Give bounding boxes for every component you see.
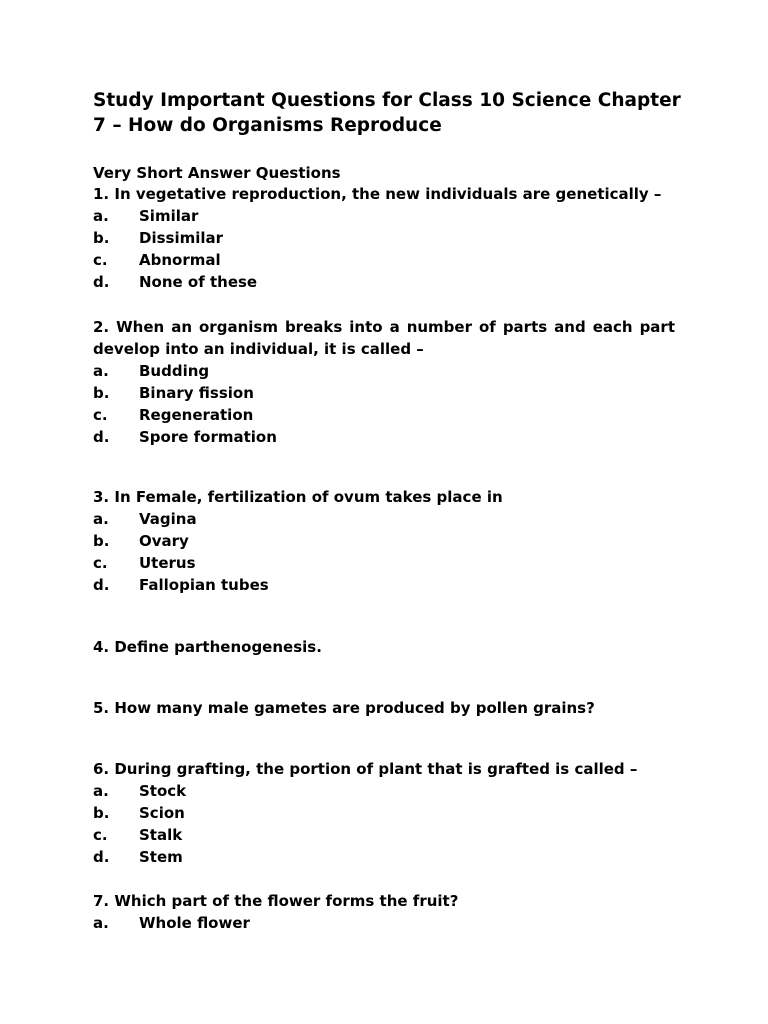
option-text: Ovary (139, 532, 189, 550)
option-text: Stalk (139, 826, 183, 844)
option-b (93, 530, 675, 552)
question-5 (93, 697, 675, 719)
option-text: Spore formation (139, 428, 277, 446)
option-text: Stem (139, 848, 183, 866)
option-text: Uterus (139, 554, 196, 572)
option-text: Vagina (139, 510, 197, 528)
option-letter: d. (93, 576, 110, 594)
question-1 (93, 183, 675, 293)
option-c (93, 404, 675, 426)
option-text: Regeneration (139, 406, 254, 424)
question-4 (93, 636, 675, 658)
question-text: 7. Which part of the flower forms the fruit? (93, 892, 459, 910)
option-d (93, 574, 675, 596)
question-text: 2. When an organism breaks into a number of parts and each part develop into an individual, it is called – (93, 318, 675, 358)
option-c (93, 824, 675, 846)
option-letter: a. (93, 207, 109, 225)
option-b (93, 802, 675, 824)
option-text: Stock (139, 782, 187, 800)
option-c (93, 552, 675, 574)
option-letter: c. (93, 406, 108, 424)
option-letter: d. (93, 273, 110, 291)
question-text: 1. In vegetative reproduction, the new individuals are genetically – (93, 185, 662, 203)
option-text: Abnormal (139, 251, 221, 269)
question-text: 6. During grafting, the portion of plant that is grafted is called – (93, 760, 638, 778)
option-a (93, 780, 675, 802)
option-letter: d. (93, 428, 110, 446)
option-letter: a. (93, 782, 109, 800)
option-letter: b. (93, 229, 110, 247)
option-letter: b. (93, 804, 110, 822)
question-text: 4. Define parthenogenesis. (93, 638, 322, 656)
option-text: Dissimilar (139, 229, 224, 247)
option-text: Similar (139, 207, 199, 225)
option-text: Whole flower (139, 914, 250, 932)
question-text: 5. How many male gametes are produced by pollen grains? (93, 699, 595, 717)
option-letter: a. (93, 914, 109, 932)
option-b (93, 227, 675, 249)
question-6 (93, 758, 675, 868)
option-d (93, 271, 675, 293)
option-a (93, 360, 675, 382)
option-d (93, 846, 675, 868)
question-text: 3. In Female, fertilization of ovum takes place in (93, 488, 503, 506)
option-c (93, 249, 675, 271)
question-7 (93, 890, 675, 934)
option-a (93, 912, 675, 934)
option-text: Binary fission (139, 384, 254, 402)
option-a (93, 508, 675, 530)
option-letter: b. (93, 532, 110, 550)
option-b (93, 382, 675, 404)
option-text: Fallopian tubes (139, 576, 269, 594)
option-text: Scion (139, 804, 185, 822)
option-letter: a. (93, 510, 109, 528)
option-letter: a. (93, 362, 109, 380)
option-letter: c. (93, 251, 108, 269)
section-heading: Very Short Answer Questions (93, 164, 341, 182)
document-title: Study Important Questions for Class 10 Science Chapter 7 – How do Organisms Reproduce (93, 90, 681, 136)
option-text: Budding (139, 362, 210, 380)
question-2 (93, 316, 675, 448)
option-d (93, 426, 675, 448)
option-letter: d. (93, 848, 110, 866)
question-3 (93, 486, 675, 596)
option-letter: b. (93, 384, 110, 402)
option-letter: c. (93, 554, 108, 572)
option-text: None of these (139, 273, 258, 291)
option-a (93, 205, 675, 227)
option-letter: c. (93, 826, 108, 844)
